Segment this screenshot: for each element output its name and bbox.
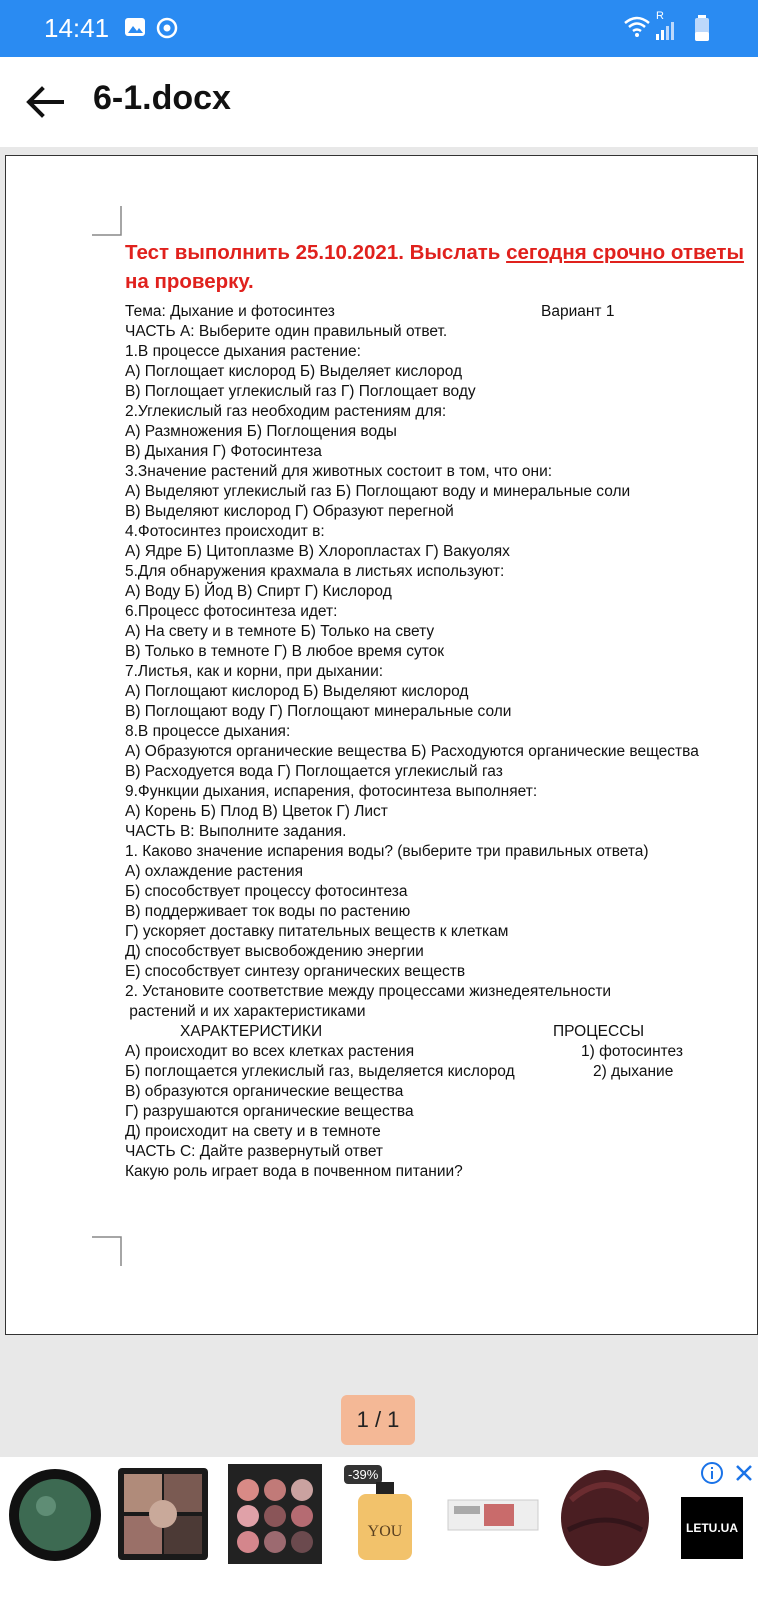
document-page xyxy=(5,155,758,1335)
text-line: Какую роль играет вода в почвенном питании? xyxy=(125,1163,463,1180)
eyeshadow-nine-palette-image[interactable] xyxy=(226,1460,324,1570)
text-line: Г) ускоряет доставку питательных веществ к клеткам xyxy=(125,923,509,940)
table-head-right: ПРОЦЕССЫ xyxy=(553,1023,645,1040)
row-left: А) происходит во всех клетках растения xyxy=(125,1043,415,1060)
text-line: В) Только в темноте Г) В любое время суток xyxy=(125,643,445,660)
status-bar xyxy=(0,0,758,57)
text-line: Б) способствует процессу фотосинтеза xyxy=(125,883,408,900)
row-left: Б) поглощается углекислый газ, выделяется кислород xyxy=(125,1063,515,1080)
text-line: В) Выделяют кислород Г) Образуют перегной xyxy=(125,503,454,520)
table-head-left: ХАРАКТЕРИСТИКИ xyxy=(180,1023,323,1040)
wifi-icon xyxy=(622,14,652,40)
text-line: 2.Углекислый газ необходим растениям для: xyxy=(125,403,447,420)
text-line: Г) разрушаются органические вещества xyxy=(125,1103,414,1120)
row-right: 1) фотосинтез xyxy=(581,1043,683,1060)
document-viewer[interactable] xyxy=(0,147,758,1457)
text-line: А) Воду Б) Йод В) Спирт Г) Кислород xyxy=(125,583,392,600)
header-line2: на проверку. xyxy=(125,270,254,293)
top-margin-corner xyxy=(92,206,122,236)
app-bar xyxy=(0,57,758,147)
signal-icon xyxy=(656,22,680,40)
text-line: ЧАСТЬ А: Выберите один правильный ответ. xyxy=(125,323,448,340)
text-line: растений и их характеристиками xyxy=(125,1003,366,1020)
text-line: 6.Процесс фотосинтеза идет: xyxy=(125,603,338,620)
bottom-margin-corner xyxy=(92,1236,122,1266)
row-right: 2) дыхание xyxy=(593,1063,674,1080)
text-line: 7.Листья, как и корни, при дыхании: xyxy=(125,663,384,680)
battery-icon xyxy=(695,15,709,41)
page-indicator: 1 / 1 xyxy=(341,1395,415,1445)
document-body xyxy=(125,302,758,1182)
text-line: А) охлаждение растения xyxy=(125,863,303,880)
text-line: А) Образуются органические вещества Б) Расходуются органические вещества xyxy=(125,743,699,760)
ad-banner[interactable] xyxy=(0,1457,758,1600)
discount-badge: -39% xyxy=(344,1465,382,1484)
info-icon[interactable] xyxy=(700,1461,724,1485)
hair-dye-box-image[interactable] xyxy=(444,1460,542,1570)
text-line: Д) происходит на свету и в темноте xyxy=(125,1123,381,1140)
text-line: ЧАСТЬ В: Выполните задания. xyxy=(125,823,347,840)
text-line: 9.Функции дыхания, испарения, фотосинтеза выполняет: xyxy=(125,783,538,800)
text-line: В) образуются органические вещества xyxy=(125,1083,404,1100)
table-row xyxy=(125,1062,758,1082)
text-line: А) Выделяют углекислый газ Б) Поглощают воду и минеральные соли xyxy=(125,483,631,500)
text-line: 2. Установите соответствие между процессами жизнедеятельности xyxy=(125,983,612,1000)
svg-text:YOU: YOU xyxy=(367,1523,403,1540)
eyeshadow-single-image[interactable] xyxy=(6,1460,104,1570)
text-line: В) Поглощает углекислый газ Г) Поглощает воду xyxy=(125,383,476,400)
variant: Вариант 1 xyxy=(541,303,615,320)
text-line: 8.В процессе дыхания: xyxy=(125,723,291,740)
document-title: 6-1.docx xyxy=(93,79,231,117)
text-line: 5.Для обнаружения крахмала в листьях используют: xyxy=(125,563,505,580)
text-line: В) Расходуется вода Г) Поглощается углекислый газ xyxy=(125,763,503,780)
text-line: В) поддерживает ток воды по растению xyxy=(125,903,411,920)
text-line: 1. Каково значение испарения воды? (выберите три правильных ответа) xyxy=(125,843,649,860)
status-time: 14:41 xyxy=(44,13,110,43)
header-underlined: сегодня срочно ответы xyxy=(506,241,744,264)
roaming-indicator: R xyxy=(656,10,664,22)
brand-logo[interactable]: LETU.UA xyxy=(681,1497,743,1559)
image-icon xyxy=(124,16,146,38)
perfume-image[interactable] xyxy=(336,1460,434,1570)
text-line: А) Поглощают кислород Б) Выделяют кислород xyxy=(125,683,469,700)
text-line: А) На свету и в темноте Б) Только на свету xyxy=(125,623,435,640)
text-line: А) Корень Б) Плод В) Цветок Г) Лист xyxy=(125,803,388,820)
text-line: Е) способствует синтезу органических веществ xyxy=(125,963,466,980)
text-line: А) Поглощает кислород Б) Выделяет кислород xyxy=(125,363,463,380)
sync-icon xyxy=(155,16,179,40)
text-line: 3.Значение растений для животных состоит в том, что они: xyxy=(125,463,553,480)
text-line: А) Ядре Б) Цитоплазме В) Хлоропластах Г) Вакуолях xyxy=(125,543,510,560)
text-line: А) Размножения Б) Поглощения воды xyxy=(125,423,397,440)
table-header xyxy=(125,1022,758,1042)
topic: Тема: Дыхание и фотосинтез xyxy=(125,303,335,320)
ad-controls xyxy=(700,1461,756,1490)
document-header xyxy=(125,238,758,296)
text-line: 1.В процессе дыхания растение: xyxy=(125,343,361,360)
header-prefix: Тест выполнить 25.10.2021. Выслать xyxy=(125,241,507,264)
back-arrow-icon[interactable] xyxy=(22,79,68,125)
text-line: В) Поглощают воду Г) Поглощают минеральные соли xyxy=(125,703,512,720)
hair-swatch-image[interactable] xyxy=(556,1460,654,1570)
text-line: 4.Фотосинтез происходит в: xyxy=(125,523,325,540)
topic-line xyxy=(125,302,758,322)
close-icon[interactable] xyxy=(732,1461,756,1485)
eyeshadow-palette-image[interactable] xyxy=(114,1460,212,1570)
text-line: Д) способствует высвобождению энергии xyxy=(125,943,424,960)
table-row xyxy=(125,1042,758,1062)
text-line: В) Дыхания Г) Фотосинтеза xyxy=(125,443,322,460)
text-line: ЧАСТЬ С: Дайте развернутый ответ xyxy=(125,1143,384,1160)
